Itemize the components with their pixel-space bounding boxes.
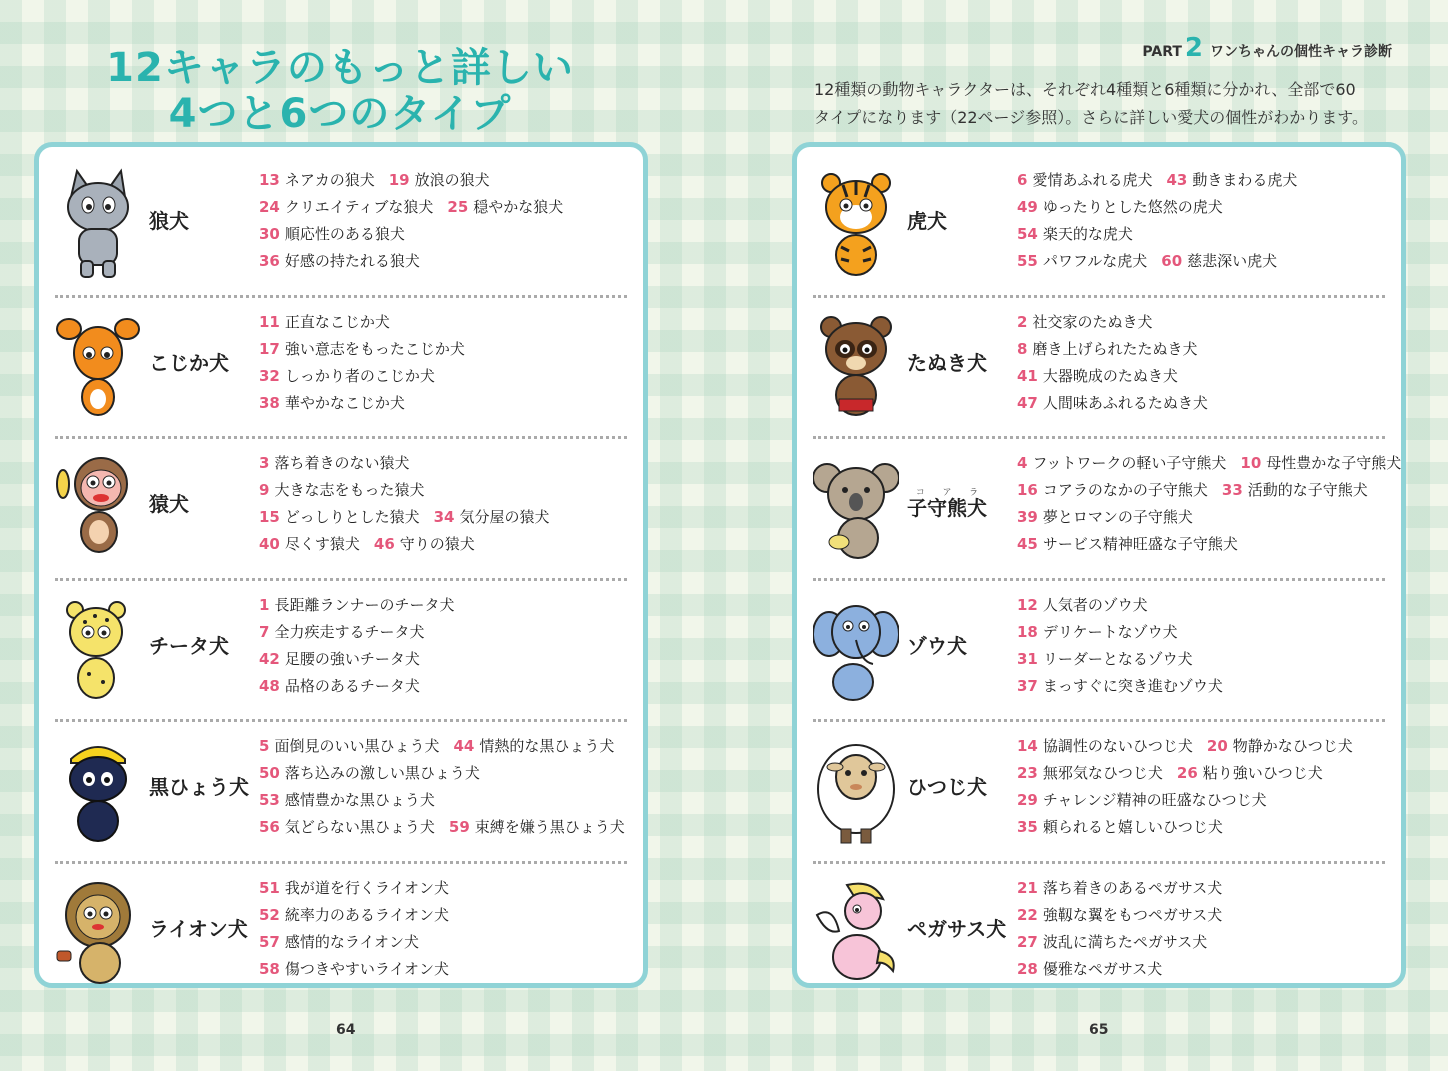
type-label: 束縛を嫌う黒ひょう犬 bbox=[474, 818, 625, 836]
type-line bbox=[1017, 194, 1395, 221]
character-name: 虎犬 bbox=[907, 209, 947, 233]
type-line bbox=[259, 390, 637, 417]
type-line bbox=[1017, 733, 1395, 760]
type-number: 55 bbox=[1017, 252, 1038, 270]
type-number: 29 bbox=[1017, 791, 1038, 809]
type-label: 情熱的な黒ひょう犬 bbox=[479, 737, 615, 755]
type-number: 60 bbox=[1161, 252, 1183, 270]
type-label: 好感の持たれる狼犬 bbox=[284, 252, 420, 270]
type-number: 4 bbox=[1017, 454, 1028, 472]
character-name: 狼犬 bbox=[149, 209, 189, 233]
type-line bbox=[1017, 592, 1395, 619]
type-list bbox=[1017, 592, 1395, 700]
character-illustration bbox=[55, 167, 141, 281]
page-title-line-1: 12キャラのもっと詳しい bbox=[106, 45, 574, 91]
type-line bbox=[259, 902, 637, 929]
character-row bbox=[797, 155, 1401, 296]
type-number: 11 bbox=[259, 312, 280, 331]
type-number: 51 bbox=[259, 878, 280, 897]
type-number: 49 bbox=[1017, 198, 1038, 216]
type-number: 39 bbox=[1017, 508, 1038, 526]
type-label: ネアカの狼犬 bbox=[284, 171, 375, 189]
type-line bbox=[1017, 336, 1395, 363]
type-number: 16 bbox=[1017, 481, 1038, 499]
type-line bbox=[259, 760, 637, 787]
type-line bbox=[259, 504, 637, 531]
type-label: 気分屋の猿犬 bbox=[459, 508, 550, 526]
type-line bbox=[259, 477, 637, 504]
type-number: 36 bbox=[259, 252, 280, 270]
type-line bbox=[259, 248, 637, 275]
intro-line-2: タイプになります（22ページ参照）。さらに詳しい愛犬の個性がわかります。 bbox=[814, 108, 1368, 127]
type-line bbox=[1017, 477, 1395, 504]
type-label: 感情豊かな黒ひょう犬 bbox=[284, 791, 435, 809]
type-number: 19 bbox=[388, 171, 410, 189]
character-illustration bbox=[55, 875, 141, 989]
type-line bbox=[259, 673, 637, 700]
part-label: PART bbox=[1142, 44, 1182, 60]
character-illustration bbox=[55, 733, 141, 847]
type-number: 9 bbox=[259, 481, 270, 499]
page-number-right: 65 bbox=[1089, 1022, 1109, 1038]
type-number: 3 bbox=[259, 454, 270, 472]
type-line bbox=[259, 309, 637, 336]
type-label: ゆったりとした悠然の虎犬 bbox=[1042, 198, 1223, 216]
character-name: 黒ひょう犬 bbox=[149, 775, 249, 799]
cheetah-icon bbox=[55, 592, 141, 706]
type-number: 53 bbox=[259, 791, 280, 809]
page-number-left: 64 bbox=[336, 1022, 356, 1038]
type-line bbox=[1017, 221, 1395, 248]
type-line bbox=[259, 336, 637, 363]
character-row bbox=[797, 297, 1401, 438]
type-label: 頼られると嬉しいひつじ犬 bbox=[1042, 818, 1223, 836]
type-label: 波乱に満ちたペガサス犬 bbox=[1042, 932, 1208, 951]
type-label: 順応性のある狼犬 bbox=[284, 225, 405, 243]
type-line bbox=[259, 167, 637, 194]
type-number: 48 bbox=[259, 676, 280, 695]
type-label: 無邪気なひつじ犬 bbox=[1042, 764, 1163, 782]
type-label: 人間味あふれるたぬき犬 bbox=[1042, 393, 1208, 412]
type-label: 足腰の強いチータ犬 bbox=[284, 649, 420, 668]
type-label: 人気者のゾウ犬 bbox=[1042, 595, 1148, 614]
character-row bbox=[39, 863, 643, 1004]
type-number: 27 bbox=[1017, 932, 1038, 951]
type-label: 活動的な子守熊犬 bbox=[1247, 481, 1368, 499]
type-label: 社交家のたぬき犬 bbox=[1032, 312, 1153, 331]
type-number: 44 bbox=[453, 737, 475, 755]
type-line bbox=[1017, 531, 1395, 558]
type-label: 感情的なライオン犬 bbox=[284, 932, 419, 951]
type-number: 56 bbox=[259, 818, 280, 836]
type-number: 28 bbox=[1017, 959, 1038, 978]
character-illustration bbox=[813, 592, 899, 706]
character-name: ひつじ犬 bbox=[907, 775, 987, 799]
type-number: 41 bbox=[1017, 366, 1038, 385]
character-row bbox=[39, 438, 643, 579]
tanuki-icon bbox=[813, 309, 899, 423]
type-line bbox=[1017, 504, 1395, 531]
type-number: 58 bbox=[259, 959, 280, 978]
type-number: 33 bbox=[1221, 481, 1243, 499]
fawn-icon bbox=[55, 309, 141, 423]
page-title-line-2: 4つと6つのタイプ bbox=[168, 91, 512, 137]
type-number: 12 bbox=[1017, 595, 1038, 614]
type-number: 2 bbox=[1017, 312, 1028, 331]
type-list bbox=[259, 875, 637, 983]
type-line bbox=[1017, 956, 1395, 983]
type-number: 7 bbox=[259, 622, 270, 641]
type-list bbox=[1017, 450, 1402, 558]
character-row bbox=[797, 438, 1401, 579]
character-row bbox=[797, 580, 1401, 721]
type-label: 穏やかな狼犬 bbox=[473, 198, 564, 216]
type-line bbox=[1017, 390, 1395, 417]
type-list bbox=[259, 733, 637, 841]
character-row bbox=[39, 155, 643, 296]
character-row bbox=[39, 297, 643, 438]
character-row bbox=[797, 721, 1401, 862]
type-number: 10 bbox=[1240, 454, 1262, 472]
type-number: 25 bbox=[447, 198, 469, 216]
type-label: 強い意志をもったこじか犬 bbox=[284, 339, 465, 358]
pegasus-icon bbox=[813, 875, 899, 989]
type-line bbox=[259, 450, 637, 477]
type-line bbox=[1017, 760, 1395, 787]
type-number: 59 bbox=[448, 818, 470, 836]
type-label: デリケートなゾウ犬 bbox=[1042, 622, 1178, 641]
type-number: 20 bbox=[1206, 737, 1228, 755]
type-label: 優雅なペガサス犬 bbox=[1042, 959, 1163, 978]
type-number: 52 bbox=[259, 905, 280, 924]
type-number: 35 bbox=[1017, 818, 1038, 836]
type-line bbox=[1017, 902, 1395, 929]
type-number: 54 bbox=[1017, 225, 1038, 243]
type-number: 6 bbox=[1017, 171, 1028, 189]
character-illustration bbox=[813, 309, 899, 423]
type-label: 我が道を行くライオン犬 bbox=[284, 878, 449, 897]
tiger-icon bbox=[813, 167, 899, 281]
character-name-ruby: コアラ bbox=[907, 488, 987, 498]
type-list bbox=[1017, 167, 1395, 275]
type-list bbox=[259, 450, 637, 558]
type-label: 尽くす猿犬 bbox=[284, 535, 360, 553]
left-character-panel bbox=[34, 142, 648, 988]
character-name: ペガサス犬 bbox=[907, 916, 1007, 941]
type-label: 統率力のあるライオン犬 bbox=[284, 905, 449, 924]
type-number: 47 bbox=[1017, 393, 1038, 412]
type-number: 45 bbox=[1017, 535, 1038, 553]
part-number: 2 bbox=[1184, 33, 1203, 63]
type-number: 23 bbox=[1017, 764, 1038, 782]
type-number: 43 bbox=[1166, 171, 1188, 189]
elephant-icon bbox=[813, 592, 899, 706]
type-number: 13 bbox=[259, 171, 280, 189]
character-name-text: 子守熊犬 bbox=[907, 496, 987, 520]
type-list bbox=[1017, 875, 1395, 983]
type-label: 落ち込みの激しい黒ひょう犬 bbox=[284, 764, 480, 782]
type-line bbox=[259, 956, 637, 983]
type-line bbox=[259, 531, 637, 558]
character-illustration bbox=[55, 592, 141, 706]
type-line bbox=[259, 194, 637, 221]
type-label: 動きまわる虎犬 bbox=[1192, 171, 1298, 189]
type-label: フットワークの軽い子守熊犬 bbox=[1032, 454, 1227, 472]
type-list bbox=[259, 167, 637, 275]
type-label: 磨き上げられたたぬき犬 bbox=[1032, 339, 1198, 358]
type-list bbox=[1017, 733, 1395, 841]
lion-icon bbox=[55, 875, 141, 989]
type-line bbox=[1017, 646, 1395, 673]
type-line bbox=[259, 814, 637, 841]
type-line bbox=[1017, 929, 1395, 956]
type-number: 18 bbox=[1017, 622, 1038, 641]
character-name: ゾウ犬 bbox=[907, 633, 967, 658]
type-label: コアラのなかの子守熊犬 bbox=[1042, 481, 1208, 499]
koala-icon bbox=[813, 450, 899, 564]
type-number: 24 bbox=[259, 198, 280, 216]
type-label: サービス精神旺盛な子守熊犬 bbox=[1042, 535, 1238, 553]
type-line bbox=[1017, 248, 1395, 275]
character-row bbox=[797, 863, 1401, 1004]
sheep-icon bbox=[813, 733, 899, 847]
type-label: 放浪の狼犬 bbox=[414, 171, 490, 189]
part-title: ワンちゃんの個性キャラ診断 bbox=[1210, 44, 1392, 60]
type-number: 34 bbox=[433, 508, 455, 526]
type-label: 慈悲深い虎犬 bbox=[1187, 252, 1278, 270]
type-label: 気どらない黒ひょう犬 bbox=[284, 818, 435, 836]
type-line bbox=[259, 363, 637, 390]
type-line bbox=[259, 929, 637, 956]
character-illustration bbox=[55, 450, 141, 564]
type-number: 40 bbox=[259, 535, 280, 553]
type-label: 傷つきやすいライオン犬 bbox=[284, 959, 449, 978]
type-label: 品格のあるチータ犬 bbox=[284, 676, 420, 695]
character-name: たぬき犬 bbox=[907, 350, 987, 375]
type-label: 長距離ランナーのチータ犬 bbox=[274, 595, 455, 614]
character-name: こじか犬 bbox=[149, 350, 229, 375]
type-label: 正直なこじか犬 bbox=[284, 312, 390, 331]
black-panther-icon bbox=[55, 733, 141, 847]
type-line bbox=[259, 221, 637, 248]
type-line bbox=[1017, 167, 1395, 194]
type-number: 38 bbox=[259, 393, 280, 412]
part-header bbox=[1142, 33, 1392, 63]
intro-text bbox=[814, 76, 1414, 132]
type-line bbox=[1017, 363, 1395, 390]
type-line bbox=[1017, 619, 1395, 646]
type-line bbox=[259, 619, 637, 646]
type-number: 26 bbox=[1176, 764, 1198, 782]
type-number: 1 bbox=[259, 595, 270, 614]
type-line bbox=[1017, 450, 1402, 477]
type-list bbox=[1017, 309, 1395, 417]
type-number: 15 bbox=[259, 508, 280, 526]
type-line bbox=[1017, 673, 1395, 700]
character-row bbox=[39, 721, 643, 862]
type-label: 大器晩成のたぬき犬 bbox=[1042, 366, 1178, 385]
type-label: 全力疾走するチータ犬 bbox=[274, 622, 425, 641]
character-illustration bbox=[813, 450, 899, 564]
type-line bbox=[259, 875, 637, 902]
type-label: 強靱な翼をもつペガサス犬 bbox=[1042, 905, 1223, 924]
type-number: 5 bbox=[259, 737, 270, 755]
type-label: まっすぐに突き進むゾウ犬 bbox=[1042, 676, 1223, 695]
type-label: 落ち着きのあるペガサス犬 bbox=[1042, 878, 1223, 897]
character-row bbox=[39, 580, 643, 721]
character-illustration bbox=[813, 875, 899, 989]
type-label: チャレンジ精神の旺盛なひつじ犬 bbox=[1042, 791, 1267, 809]
type-label: パワフルな虎犬 bbox=[1042, 252, 1148, 270]
type-line bbox=[259, 787, 637, 814]
type-line bbox=[259, 733, 637, 760]
character-illustration bbox=[813, 167, 899, 281]
type-label: しっかり者のこじか犬 bbox=[284, 366, 435, 385]
type-line bbox=[259, 646, 637, 673]
right-character-panel bbox=[792, 142, 1406, 988]
type-label: 大きな志をもった猿犬 bbox=[274, 481, 425, 499]
type-label: 落ち着きのない猿犬 bbox=[274, 454, 410, 472]
monkey-icon bbox=[55, 450, 141, 564]
type-line bbox=[1017, 875, 1395, 902]
type-number: 8 bbox=[1017, 339, 1028, 358]
type-label: 物静かなひつじ犬 bbox=[1232, 737, 1353, 755]
type-number: 17 bbox=[259, 339, 280, 358]
type-number: 37 bbox=[1017, 676, 1038, 695]
type-number: 30 bbox=[259, 225, 280, 243]
type-number: 21 bbox=[1017, 878, 1038, 897]
character-name bbox=[907, 488, 1017, 521]
character-illustration bbox=[55, 309, 141, 423]
character-name: チータ犬 bbox=[149, 633, 229, 658]
type-number: 14 bbox=[1017, 737, 1038, 755]
character-name: 猿犬 bbox=[149, 492, 189, 516]
character-name: ライオン犬 bbox=[149, 916, 248, 941]
type-number: 32 bbox=[259, 366, 280, 385]
type-label: 夢とロマンの子守熊犬 bbox=[1042, 508, 1193, 526]
type-label: 粘り強いひつじ犬 bbox=[1202, 764, 1323, 782]
type-number: 46 bbox=[373, 535, 395, 553]
type-label: 愛情あふれる虎犬 bbox=[1032, 171, 1153, 189]
intro-line-1: 12種類の動物キャラクターは、それぞれ4種類と6種類に分かれ、全部で60 bbox=[814, 80, 1356, 99]
type-label: 面倒見のいい黒ひょう犬 bbox=[274, 737, 440, 755]
type-label: 協調性のないひつじ犬 bbox=[1042, 737, 1193, 755]
type-line bbox=[259, 592, 637, 619]
type-label: どっしりとした猿犬 bbox=[284, 508, 420, 526]
type-number: 50 bbox=[259, 764, 280, 782]
type-number: 22 bbox=[1017, 905, 1038, 924]
type-number: 57 bbox=[259, 932, 280, 951]
type-number: 31 bbox=[1017, 649, 1038, 668]
type-label: 楽天的な虎犬 bbox=[1042, 225, 1133, 243]
type-label: クリエイティブな狼犬 bbox=[284, 198, 434, 216]
type-label: 守りの猿犬 bbox=[399, 535, 475, 553]
type-label: リーダーとなるゾウ犬 bbox=[1042, 649, 1193, 668]
character-illustration bbox=[813, 733, 899, 847]
type-line bbox=[1017, 787, 1395, 814]
type-line bbox=[1017, 309, 1395, 336]
type-list bbox=[259, 592, 637, 700]
type-line bbox=[1017, 814, 1395, 841]
type-number: 42 bbox=[259, 649, 280, 668]
type-list bbox=[259, 309, 637, 417]
type-label: 母性豊かな子守熊犬 bbox=[1266, 454, 1402, 472]
type-label: 華やかなこじか犬 bbox=[284, 393, 405, 412]
wolf-icon bbox=[55, 167, 141, 281]
